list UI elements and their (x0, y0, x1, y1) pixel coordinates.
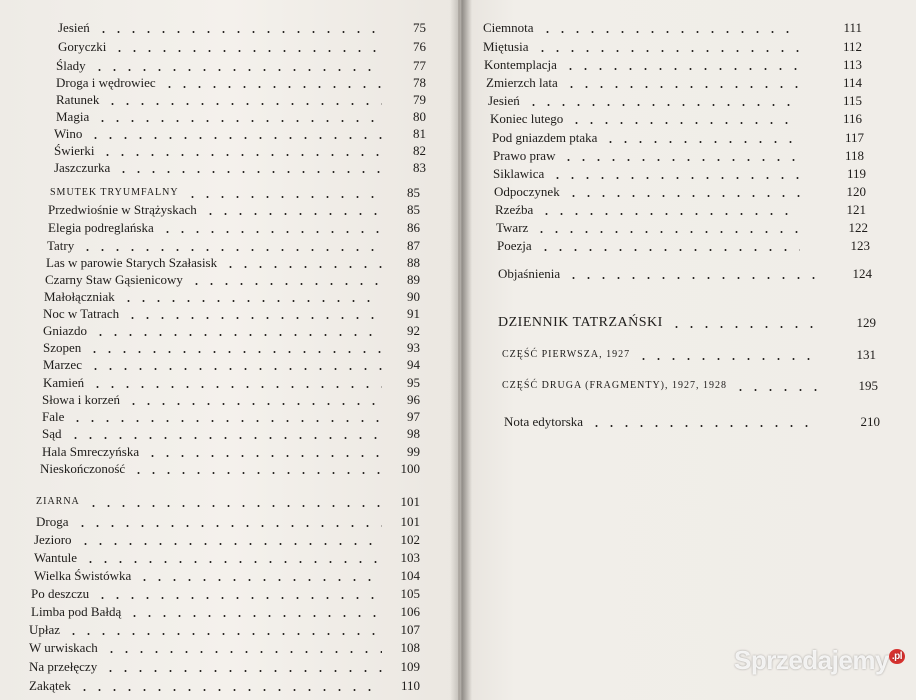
toc-entry-page-number: 96 (407, 392, 420, 407)
dot-leader (86, 505, 382, 507)
toc-entry-page-number: 114 (842, 75, 862, 90)
toc-entry-page-number: 113 (842, 57, 862, 72)
toc-entry-title: Przedwiośnie w Strążyskach (48, 202, 197, 217)
toc-entry-title: Nieskończoność (40, 461, 126, 476)
toc-entry (496, 218, 868, 238)
toc-entry-title: Prawo praw (493, 148, 556, 163)
dot-leader (223, 266, 382, 268)
dot-leader (539, 213, 800, 215)
toc-entry-page-number: 76 (413, 39, 426, 54)
dot-leader (526, 104, 800, 106)
dot-leader (116, 171, 382, 173)
dot-leader (92, 69, 382, 71)
dot-leader (564, 86, 800, 88)
toc-entry-page-number: 77 (413, 58, 426, 73)
dot-leader (66, 633, 382, 635)
toc-entry-page-number: 115 (842, 93, 862, 108)
dot-leader (162, 86, 382, 88)
watermark-suffix: .pl (889, 649, 905, 664)
dot-leader (145, 455, 382, 457)
toc-entry-page-number: 210 (860, 414, 880, 429)
toc-entry (58, 18, 426, 38)
toc-entry-page-number: 100 (400, 461, 420, 476)
toc-entry-page-number: 87 (407, 238, 420, 253)
toc-entry (498, 264, 872, 284)
toc-entry (486, 73, 862, 93)
toc-entry-title: Gniazdo (43, 323, 88, 338)
toc-entry-page-number: 89 (407, 272, 420, 287)
toc-entry-title: SMUTEK TRYUMFALNY (50, 187, 179, 198)
toc-entry-title: Tatry (47, 238, 75, 253)
dot-leader (550, 177, 800, 179)
toc-entry-page-number: 107 (400, 622, 420, 637)
dot-leader (203, 213, 382, 215)
dot-leader (83, 561, 382, 563)
toc-entry-title: Wantule (34, 550, 77, 565)
toc-entry-page-number: 93 (407, 340, 420, 355)
toc-entry-page-number: 80 (413, 109, 426, 124)
toc-entry-title: Małołączniak (44, 289, 115, 304)
toc-entry-title: Las w parowie Starych Szałasisk (46, 255, 218, 270)
toc-entry-title: Objaśnienia (498, 266, 561, 281)
dot-leader (540, 31, 800, 33)
dot-leader (75, 525, 382, 527)
toc-entry-page-number: 99 (407, 444, 420, 459)
toc-entry-title: Nota edytorska (504, 414, 584, 429)
toc-entry-title: Koniec lutego (490, 111, 564, 126)
toc-entry (483, 37, 862, 57)
dot-leader (636, 358, 820, 360)
toc-entry-page-number: 108 (400, 640, 420, 655)
toc-entry-title: Marzec (43, 357, 82, 372)
dot-leader (126, 403, 382, 405)
toc-entry-page-number: 85 (407, 202, 420, 217)
dot-leader (105, 103, 382, 105)
toc-entry-page-number: 129 (856, 315, 876, 330)
toc-entry-title: Magia (56, 109, 90, 124)
dot-leader (189, 283, 382, 285)
dot-leader (185, 196, 382, 198)
toc-entry-page-number: 109 (400, 659, 420, 674)
toc-entry-page-number: 102 (400, 532, 420, 547)
toc-entry (502, 376, 878, 396)
dot-leader (80, 249, 382, 251)
dot-leader (589, 425, 820, 427)
toc-entry-page-number: 91 (407, 306, 420, 321)
toc-entry-title: Słowa i korzeń (42, 392, 120, 407)
toc-entry-page-number: 123 (850, 238, 870, 253)
toc-entry (43, 355, 420, 375)
toc-entry-page-number: 112 (842, 39, 862, 54)
toc-entry-title: Kontemplacja (484, 57, 557, 72)
toc-entry (504, 412, 880, 432)
toc-entry-title: W urwiskach (29, 640, 98, 655)
toc-entry-page-number: 97 (407, 409, 420, 424)
toc-entry-page-number: 111 (843, 20, 862, 35)
dot-leader (112, 50, 382, 52)
toc-entry-page-number: 120 (846, 184, 866, 199)
toc-entry-page-number: 118 (844, 148, 864, 163)
toc-entry-title: Jesień (488, 93, 520, 108)
toc-entry-title: ZIARNA (36, 496, 80, 507)
toc-entry-page-number: 131 (856, 347, 876, 362)
toc-entry-page-number: 124 (852, 266, 872, 281)
toc-entry (40, 459, 420, 479)
toc-entry-title: Droga i wędrowiec (56, 75, 156, 90)
dot-leader (68, 437, 382, 439)
toc-entry-title: Upłaz (29, 622, 61, 637)
toc-entry-page-number: 79 (413, 92, 426, 107)
dot-leader (566, 195, 800, 197)
toc-entry (48, 218, 420, 238)
toc-entry-title: Fale (42, 409, 65, 424)
toc-entry-title: Twarz (496, 220, 529, 235)
toc-entry-page-number: 195 (858, 378, 878, 393)
dot-leader (125, 317, 382, 319)
toc-entry-page-number: 117 (844, 130, 864, 145)
toc-entry-title: Noc w Tatrach (43, 306, 120, 321)
dot-leader (93, 334, 382, 336)
toc-entry-title: CZĘŚĆ DRUGA (FRAGMENTY), 1927, 1928 (502, 380, 728, 391)
toc-entry-page-number: 82 (413, 143, 426, 158)
toc-entry-title: Zakątek (29, 678, 71, 693)
toc-entry-page-number: 75 (413, 20, 426, 35)
toc-entry (502, 345, 876, 365)
toc-entry (29, 657, 420, 677)
toc-entry-title: Goryczki (58, 39, 107, 54)
dot-leader (104, 651, 382, 653)
toc-entry-page-number: 101 (400, 494, 420, 509)
toc-entry-page-number: 103 (400, 550, 420, 565)
toc-entry-page-number: 98 (407, 426, 420, 441)
toc-entry-title: Miętusia (483, 39, 529, 54)
dot-leader (100, 154, 382, 156)
dot-leader (131, 472, 382, 474)
toc-entry-page-number: 92 (407, 323, 420, 338)
dot-leader (77, 689, 382, 691)
toc-entry-title: Droga (36, 514, 69, 529)
toc-entry (29, 620, 420, 640)
toc-entry-page-number: 119 (846, 166, 866, 181)
toc-entry (492, 128, 864, 148)
dot-leader (70, 420, 382, 422)
toc-entry-page-number: 85 (407, 185, 420, 200)
toc-entry-page-number: 121 (846, 202, 866, 217)
dot-leader (563, 68, 800, 70)
toc-entry-title: Ślady (56, 58, 86, 73)
toc-entry-title: Zmierzch lata (486, 75, 558, 90)
toc-entry (36, 512, 420, 532)
toc-entry (493, 164, 866, 184)
dot-leader (90, 386, 382, 388)
toc-entry (494, 182, 866, 202)
toc-entry-title: Na przełęczy (29, 659, 98, 674)
toc-entry (493, 146, 864, 166)
toc-entry-page-number: 104 (400, 568, 420, 583)
toc-entry (29, 638, 420, 658)
toc-entry (490, 109, 862, 129)
toc-entry-page-number: 83 (413, 160, 426, 175)
dot-leader (566, 277, 820, 279)
toc-entry-page-number: 116 (842, 111, 862, 126)
dot-leader (88, 368, 382, 370)
toc-entry (58, 37, 426, 57)
dot-leader (137, 579, 382, 581)
toc-entry (31, 584, 420, 604)
toc-entry-title: Sąd (42, 426, 62, 441)
dot-leader (561, 159, 800, 161)
toc-entry-page-number: 110 (400, 678, 420, 693)
toc-entry-title: Świerki (54, 143, 95, 158)
toc-entry-title: CZĘŚĆ PIERWSZA, 1927 (502, 349, 631, 360)
toc-entry-title: Jaszczurka (54, 160, 111, 175)
toc-entry-title: Wino (54, 126, 83, 141)
toc-entry-title: Limba pod Bałdą (31, 604, 122, 619)
toc-entry (29, 676, 420, 696)
toc-entry-title: Hala Smreczyńska (42, 444, 140, 459)
toc-entry-page-number: 78 (413, 75, 426, 90)
toc-entry-page-number: 101 (400, 514, 420, 529)
toc-entry-title: DZIENNIK TATRZAŃSKI (498, 315, 663, 330)
dot-leader (535, 50, 800, 52)
dot-leader (603, 141, 800, 143)
toc-entry-page-number: 88 (407, 255, 420, 270)
toc-entry (31, 602, 420, 622)
toc-entry (54, 158, 426, 178)
toc-entry-page-number: 86 (407, 220, 420, 235)
toc-entry-title: Jesień (58, 20, 90, 35)
toc-entry-page-number: 95 (407, 375, 420, 390)
toc-entry-title: Rzeźba (495, 202, 534, 217)
toc-entry-page-number: 81 (413, 126, 426, 141)
dot-leader (78, 543, 382, 545)
dot-leader (96, 31, 382, 33)
dot-leader (127, 615, 382, 617)
dot-leader (160, 231, 382, 233)
toc-entry-page-number: 94 (407, 357, 420, 372)
dot-leader (95, 597, 382, 599)
dot-leader (538, 249, 800, 251)
watermark-text: Sprzedajemy (734, 645, 889, 675)
toc-entry-title: Po deszczu (31, 586, 90, 601)
dot-leader (733, 389, 820, 391)
toc-entry-page-number: 106 (400, 604, 420, 619)
toc-entry (495, 200, 866, 220)
toc-entry-title: Jezioro (34, 532, 72, 547)
toc-entry-title: Ratunek (56, 92, 100, 107)
toc-entry (34, 530, 420, 550)
watermark-logo (734, 645, 905, 676)
toc-entry-page-number: 122 (848, 220, 868, 235)
toc-entry-title: Odpoczynek (494, 184, 560, 199)
dot-leader (121, 300, 382, 302)
toc-entry-title: Wielka Świstówka (34, 568, 132, 583)
toc-entry-title: Kamień (43, 375, 85, 390)
toc-entry (34, 566, 420, 586)
book-spine (450, 0, 472, 700)
dot-leader (88, 137, 382, 139)
toc-entry (498, 313, 876, 333)
toc-entry (488, 91, 862, 111)
toc-entry (48, 200, 420, 220)
toc-entry-title: Poezja (497, 238, 532, 253)
toc-entry-page-number: 105 (400, 586, 420, 601)
toc-entry (483, 18, 862, 38)
toc-entry (34, 548, 420, 568)
toc-entry-page-number: 90 (407, 289, 420, 304)
dot-leader (95, 120, 382, 122)
toc-entry-title: Czarny Staw Gąsienicowy (45, 272, 183, 287)
dot-leader (569, 122, 800, 124)
toc-entry (42, 424, 420, 444)
toc-entry-title: Szopen (43, 340, 82, 355)
dot-leader (103, 670, 382, 672)
toc-entry (484, 55, 862, 75)
dot-leader (534, 231, 800, 233)
toc-entry-title: Ciemnota (483, 20, 534, 35)
dot-leader (669, 326, 820, 328)
toc-entry-title: Pod gniazdem ptaka (492, 130, 598, 145)
toc-entry (36, 492, 420, 512)
toc-entry (497, 236, 870, 256)
toc-entry-title: Siklawica (493, 166, 545, 181)
dot-leader (87, 351, 382, 353)
toc-entry-title: Elegia podreglańska (48, 220, 154, 235)
